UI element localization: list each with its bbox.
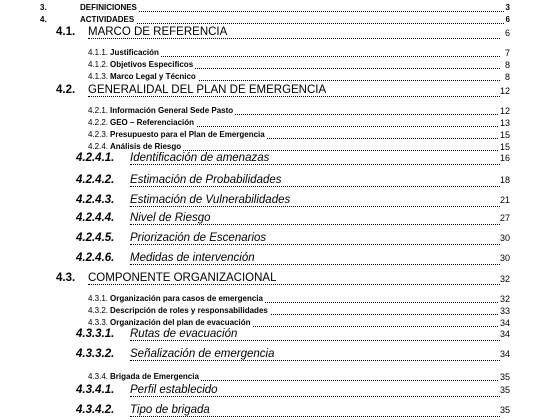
toc-entry-page: 34 [499,318,510,328]
toc-entry-page: 16 [499,153,510,163]
dot-leader [88,284,500,285]
toc-entry-page: 6 [504,28,510,38]
toc-entry-page: 15 [499,142,510,152]
toc-entry-page: 12 [499,106,510,116]
toc-entry-title[interactable]: Organización del plan de evacuación [110,318,251,327]
toc-entry-page: 7 [504,48,510,58]
dot-leader [130,396,500,397]
toc-entry-number: 4.1.3. [88,72,109,81]
toc-entry-title[interactable]: Perfil establecido [130,384,218,396]
toc-entry-number: 4.2.4.4. [76,212,115,224]
toc-entry-title[interactable]: Señalización de emergencia [130,348,275,360]
toc-entry-page: 27 [499,213,510,223]
toc-entry-page: 33 [499,306,510,316]
toc-entry-number: 4.2.4.2. [76,174,115,186]
toc-entry-title[interactable]: GEO – Referenciación [110,118,195,127]
toc-entry-number: 4.3.1. [88,294,109,303]
toc-entry-number: 4.2.1. [88,106,109,115]
toc-entry-number: 4.2.3. [88,130,109,139]
dot-leader [130,340,500,341]
toc-entry-title[interactable]: Descripción de roles y responsabilidades [110,306,268,315]
toc-entry-number: 4.3.2. [88,306,109,315]
toc-entry-number: 4.3.4.1. [76,384,115,396]
toc-entry-page: 6 [505,15,510,24]
toc-entry-page: 3 [505,3,510,12]
toc-entry-number: 4.1.1. [88,48,109,57]
toc-entry[interactable] [0,370,560,384]
toc-entry-page: 32 [499,274,510,284]
toc-entry-page: 15 [499,130,510,140]
toc-entry-page: 12 [499,86,510,96]
dot-leader [130,264,500,265]
toc-entry-number: 4.2.4.5. [76,232,115,244]
toc-entry-number: 4.3.3. [88,318,109,327]
toc-entry[interactable] [0,194,560,208]
toc-entry[interactable] [0,328,560,342]
toc-entry-page: 34 [499,329,510,339]
toc-entry-number: 4. [40,15,47,24]
dot-leader [130,186,500,187]
toc-entry[interactable] [0,174,560,188]
toc-entry[interactable] [0,12,560,26]
toc-entry-number: 4.3.4. [88,372,109,381]
toc-entry-number: 4.3.3.2. [76,348,115,360]
toc-entry-title[interactable]: Análisis de Riesgo [110,142,182,151]
toc-entry-number: 4.3.3.1. [76,328,115,340]
toc-entry-title[interactable]: Justificación [110,48,159,57]
dot-leader [130,244,500,245]
toc-entry-title[interactable]: Brigada de Emergencia [110,372,199,381]
toc-entry[interactable] [0,84,560,98]
dot-leader [110,56,500,57]
toc-entry-page: 8 [504,72,510,82]
toc-entry-number: 4.1. [56,26,76,38]
toc-entry-title[interactable]: Estimación de Probabilidades [130,174,282,186]
toc-entry-title[interactable]: ACTIVIDADES [80,15,135,24]
toc-entry[interactable] [0,404,560,418]
toc-entry-number: 4.2.4.1. [76,152,115,164]
dot-leader [80,23,508,24]
dot-leader [130,360,500,361]
toc-entry-number: 4.2.4.6. [76,252,115,264]
toc-entry-number: 3. [40,3,47,12]
toc-entry-number: 4.2.2. [88,118,109,127]
toc-entry-page: 34 [499,349,510,359]
toc-entry-page: 35 [499,405,510,415]
toc-entry-page: 18 [499,175,510,185]
toc-entry-page: 35 [499,372,510,382]
toc-entry[interactable] [0,212,560,226]
toc-entry-page: 8 [504,60,510,70]
dot-leader [88,38,500,39]
toc-entry-title[interactable]: Estimación de Vulnerabilidades [130,194,291,206]
dot-leader [130,416,500,417]
toc-entry-title[interactable]: Información General Sede Pasto [110,106,234,115]
toc-entry-page: 32 [499,294,510,304]
toc-entry-title[interactable]: DEFINICIONES [80,3,137,12]
toc-entry[interactable] [0,348,560,362]
toc-entry-number: 4.3.4.2. [76,404,115,416]
toc-entry-number: 4.2.4. [88,142,109,151]
toc-entry[interactable] [0,26,560,40]
dot-leader [130,206,500,207]
dot-leader [130,164,500,165]
toc-entry-title[interactable]: Marco Legal y Técnico [110,72,196,81]
toc-entry-title[interactable]: Nivel de Riesgo [130,212,211,224]
toc-entry-number: 4.2. [56,84,76,96]
toc-entry-title[interactable]: GENERALIDAL DEL PLAN DE EMERGENCIA [88,84,327,96]
toc-entry[interactable] [0,232,560,246]
toc-entry-number: 4.3. [56,272,76,284]
toc-entry-title[interactable]: Rutas de evacuación [130,328,238,340]
dot-leader [130,224,500,225]
toc-entry[interactable] [0,70,560,84]
toc-entry-page: 30 [499,253,510,263]
toc-entry-title[interactable]: Objetivos Especificos [110,60,194,69]
toc-entry[interactable] [0,152,560,166]
toc-entry-number: 4.1.2. [88,60,109,69]
toc-entry-page: 35 [499,385,510,395]
toc-entry-page: 21 [499,195,510,205]
toc-entry-page: 30 [499,233,510,243]
toc-entry-title[interactable]: Identificación de amenazas [130,152,270,164]
toc-entry-title[interactable]: MARCO DE REFERENCIA [88,26,228,38]
toc-entry-title[interactable]: Presupuesto para el Plan de Emergencia [110,130,265,139]
toc-entry-title[interactable]: Medidas de intervención [130,252,255,264]
toc-entry[interactable] [0,384,560,398]
toc-entry-number: 4.2.4.3. [76,194,115,206]
toc-entry-title[interactable]: Organización para casos de emergencia [110,294,263,303]
toc-entry[interactable] [0,252,560,266]
dot-leader [88,96,500,97]
toc-entry-title[interactable]: Priorización de Escenarios [130,232,267,244]
toc-entry-page: 13 [499,118,510,128]
toc-entry[interactable] [0,272,560,286]
toc-entry-title[interactable]: COMPONENTE ORGANIZACIONAL [88,272,277,284]
toc-entry-title[interactable]: Tipo de brigada [130,404,210,416]
